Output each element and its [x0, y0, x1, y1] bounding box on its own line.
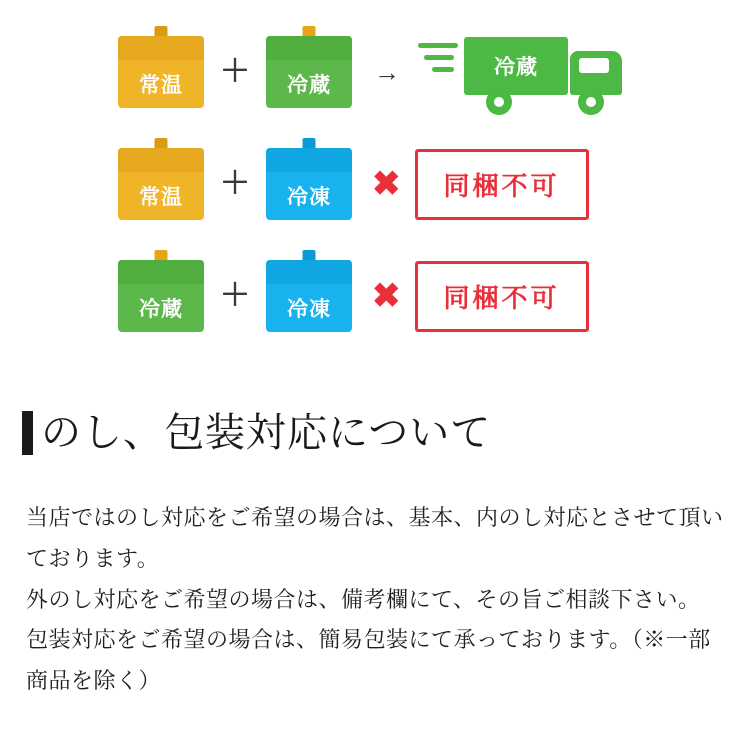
- box-ambient: [118, 36, 204, 108]
- plus-icon: ＋: [220, 55, 250, 88]
- box-label: 冷蔵: [287, 74, 331, 97]
- arrow-right-icon: →: [374, 56, 400, 87]
- box-lid: [118, 36, 204, 60]
- cross-mark-icon: ✖: [372, 165, 401, 203]
- truck-icon: [418, 29, 632, 115]
- speed-lines-icon: [418, 43, 460, 79]
- page-title: のし、包装対応について: [41, 411, 492, 456]
- box-frozen: [266, 260, 352, 332]
- box-ambient: [118, 148, 204, 220]
- box-lid: [266, 260, 352, 284]
- section-heading: [22, 378, 750, 488]
- truck-cargo-label: 冷蔵: [464, 37, 568, 95]
- shipping-rule-row: [0, 128, 750, 240]
- box-chilled: [266, 36, 352, 108]
- body-paragraph: 当店ではのし対応をご希望の場合は、基本、内のし対応とさせて頂いております。: [26, 505, 724, 572]
- box-label: 常温: [139, 74, 183, 97]
- no-bundle-stamp: 同梱不可: [415, 261, 589, 332]
- truck-cab: [570, 51, 622, 95]
- box-lid: [266, 148, 352, 172]
- box-label: 冷蔵: [139, 298, 183, 321]
- heading-accent-bar: [22, 411, 33, 455]
- truck-wheel: [578, 89, 604, 115]
- box-frozen: [266, 148, 352, 220]
- plus-icon: ＋: [220, 279, 250, 312]
- box-chilled: [118, 260, 204, 332]
- box-label: 冷凍: [287, 298, 331, 321]
- box-lid: [266, 36, 352, 60]
- shipping-rule-row: [0, 16, 750, 128]
- box-lid: [118, 260, 204, 284]
- shipping-rule-row: [0, 240, 750, 352]
- box-label: 冷凍: [287, 186, 331, 209]
- box-label: 常温: [139, 186, 183, 209]
- box-lid: [118, 148, 204, 172]
- section-body: [26, 498, 726, 701]
- truck-wheel: [486, 89, 512, 115]
- body-paragraph: 外のし対応をご希望の場合は、備考欄にて、その旨ご相談下さい。: [26, 586, 701, 612]
- shipping-rules: [0, 0, 750, 352]
- no-bundle-stamp: 同梱不可: [415, 149, 589, 220]
- body-paragraph: 包装対応をご希望の場合は、簡易包装にて承っております。（※一部商品を除く）: [26, 627, 711, 694]
- cross-mark-icon: ✖: [372, 277, 401, 315]
- plus-icon: ＋: [220, 167, 250, 200]
